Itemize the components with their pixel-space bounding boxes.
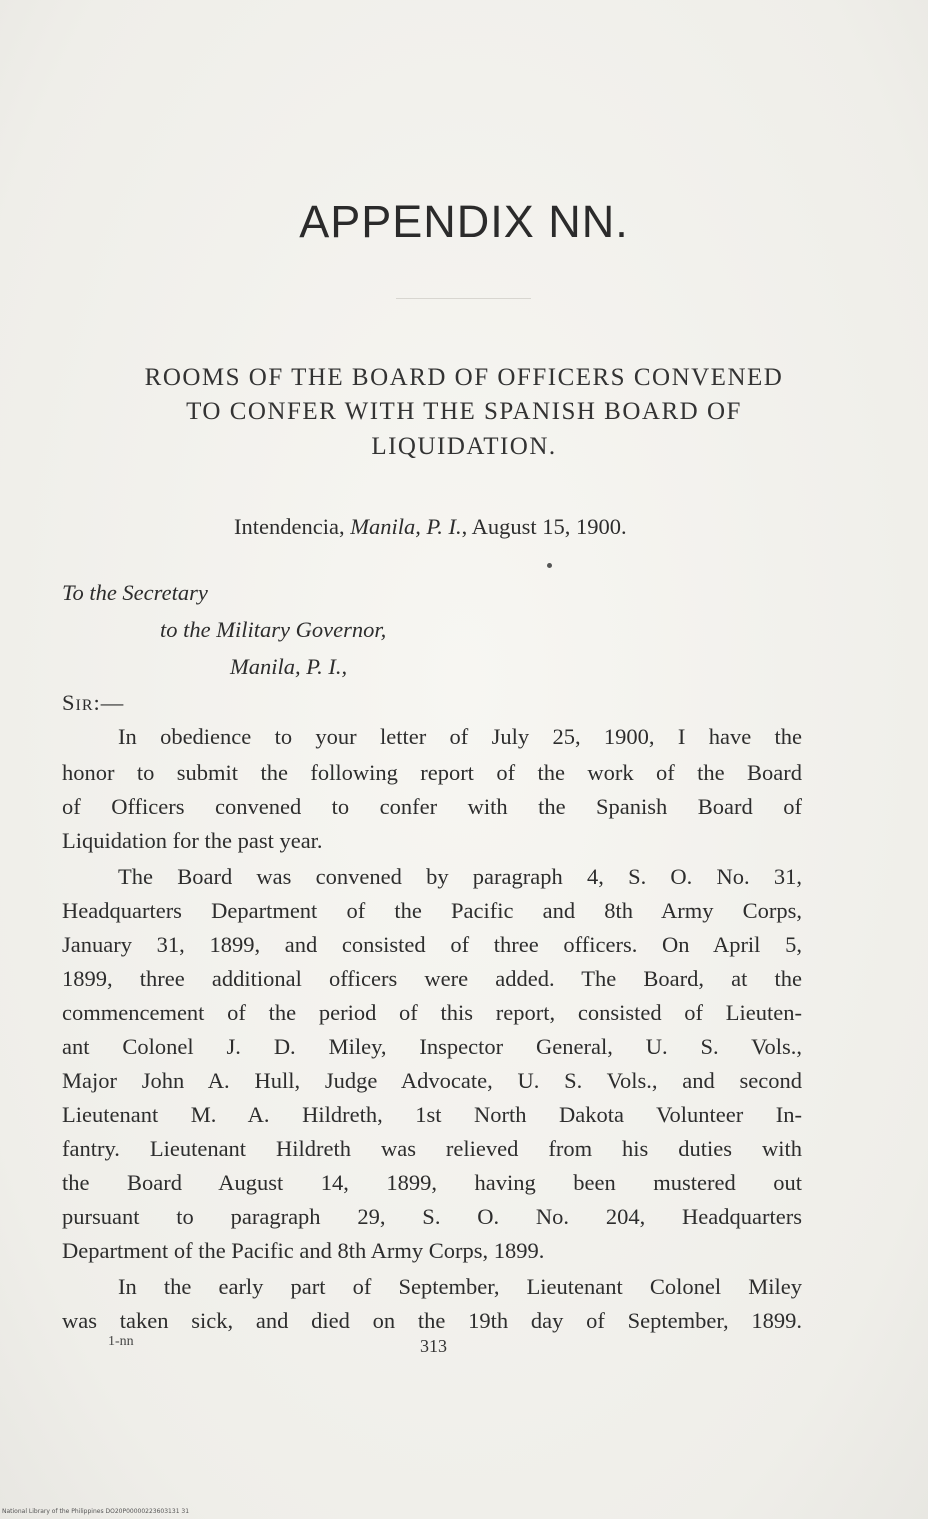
heading-line-2: TO CONFER WITH THE SPANISH BOARD OF: [186, 398, 742, 425]
heading-line-1: ROOMS OF THE BOARD OF OFFICERS CONVENED: [144, 364, 784, 391]
body-line-9: commencement of the period of this report, consisted of Lieuten-: [62, 1000, 802, 1025]
body-line-6: Headquarters Department of the Pacific and 8th Army Corps,: [62, 898, 802, 923]
body-line-17: In the early part of September, Lieutenant Colonel Miley: [118, 1274, 802, 1299]
page-number: 313: [420, 1336, 447, 1356]
body-line-3: of Officers convened to confer with the Spanish Board of: [62, 794, 802, 819]
body-line-13: fantry. Lieutenant Hildreth was relieved from his duties with: [62, 1136, 802, 1161]
dateline: [234, 514, 627, 540]
address-line-1: To the Secretary: [62, 580, 208, 605]
appendix-title: APPENDIX NN.: [299, 196, 629, 247]
body-line-5: The Board was convened by paragraph 4, S. O. No. 31,: [118, 864, 802, 889]
body-line-15: pursuant to paragraph 29, S. O. No. 204, Headquarters: [62, 1204, 802, 1229]
body-line-4: Liquidation for the past year.: [62, 828, 323, 853]
salutation: Sir:—: [62, 690, 125, 715]
heading-line-3: LIQUIDATION.: [371, 433, 557, 460]
body-line-16: Department of the Pacific and 8th Army Corps, 1899.: [62, 1238, 545, 1263]
body-line-12: Lieutenant M. A. Hildreth, 1st North Dakota Volunteer In-: [62, 1102, 802, 1127]
body-line-2: honor to submit the following report of the work of the Board: [62, 760, 802, 785]
address-line-2: to the Military Governor,: [160, 617, 387, 642]
body-line-10: ant Colonel J. D. Miley, Inspector General, U. S. Vols.,: [62, 1034, 802, 1059]
title-rule: [396, 298, 531, 299]
dateline-date: , August 15, 1900.: [461, 514, 627, 539]
body-line-8: 1899, three additional officers were added. The Board, at the: [62, 966, 802, 991]
body-line-1: In obedience to your letter of July 25, 1900, I have the: [118, 724, 802, 749]
body-line-18: was taken sick, and died on the 19th day of September, 1899.: [62, 1308, 802, 1333]
dateline-prefix: Intendencia,: [234, 514, 351, 539]
archive-stamp: National Library of the Philippines DO20P00000223603131 31: [2, 1508, 190, 1515]
signature-mark: 1-nn: [108, 1334, 134, 1349]
body-line-14: the Board August 14, 1899, having been mustered out: [62, 1170, 802, 1195]
body-line-11: Major John A. Hull, Judge Advocate, U. S. Vols., and second: [62, 1068, 802, 1093]
body-line-7: January 31, 1899, and consisted of three officers. On April 5,: [62, 932, 802, 957]
address-line-3: Manila, P. I.,: [230, 654, 348, 679]
ornament-dot: [547, 563, 552, 568]
dateline-place: Manila, P. I.: [350, 514, 462, 539]
